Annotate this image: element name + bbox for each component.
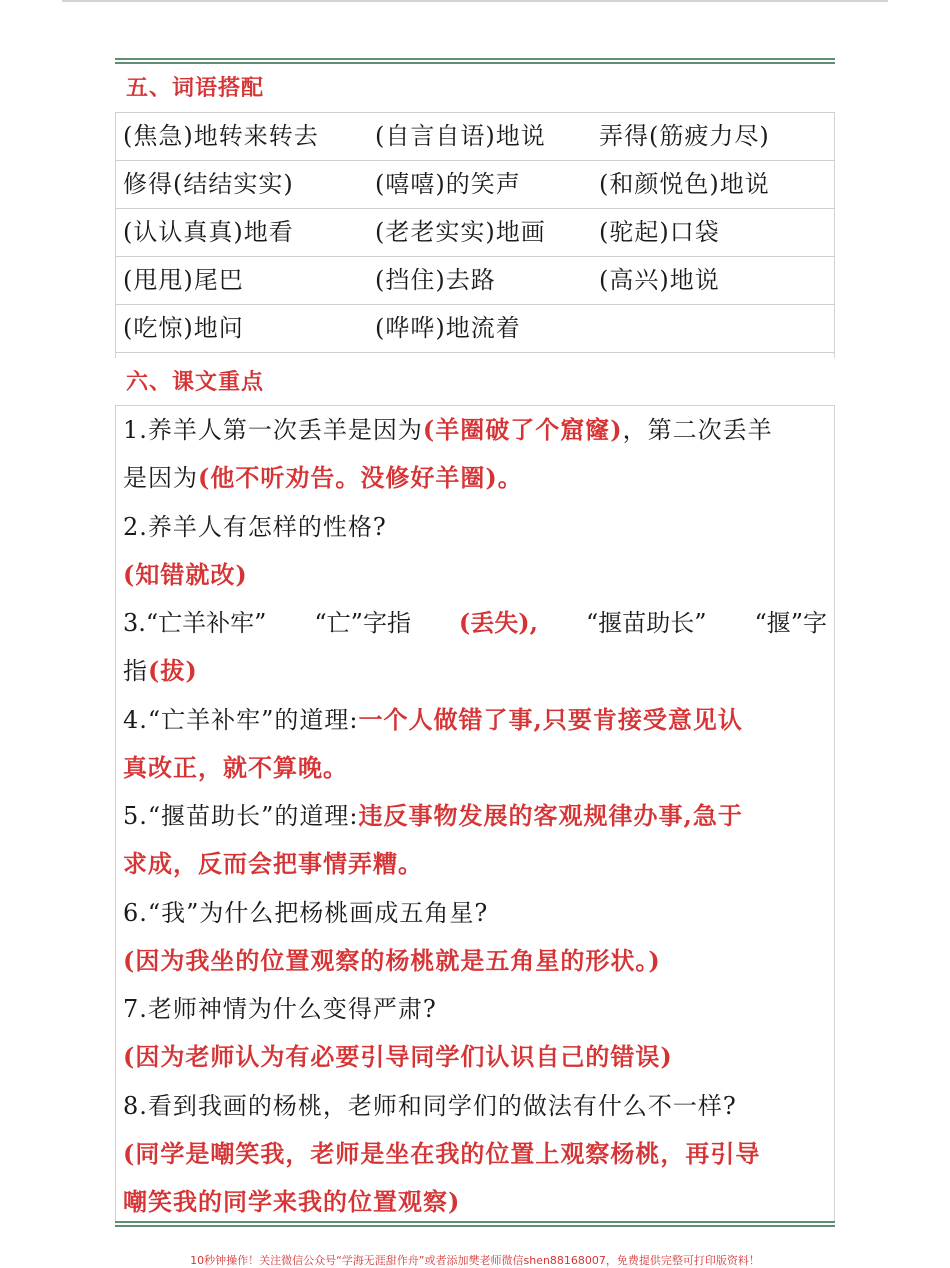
question-text: “揠苗助长” bbox=[585, 609, 707, 637]
answer-text: 一个人做错了事,只要肯接受意见认 bbox=[358, 704, 743, 734]
question-1-line-2 bbox=[123, 454, 827, 502]
key-points bbox=[123, 406, 827, 1226]
word-pair: (驼起)口袋 bbox=[599, 218, 720, 246]
footer-note: 10秒钟操作！关注微信公众号“学海无涯甜作舟”或者添加樊老师微信shen88168007，免费提供完整可打印版资料！ bbox=[190, 1254, 760, 1267]
answer-4-line-2: 真改正，就不算晚。 bbox=[123, 752, 348, 782]
word-pair: (吃惊)地问 bbox=[123, 314, 244, 342]
section5-title: 五、词语搭配 bbox=[115, 64, 835, 113]
grid-row bbox=[115, 161, 835, 209]
word-pair: (挡住)去路 bbox=[375, 266, 496, 294]
question-3-line-2 bbox=[123, 647, 827, 695]
question-7: 7.老师神情为什么变得严肃? bbox=[123, 995, 437, 1023]
grid-row bbox=[115, 113, 835, 161]
answer-text: 违反事物发展的客观规律办事,急于 bbox=[358, 801, 743, 830]
answer-8-line-1: (同学是嘲笑我，老师是坐在我的位置上观察杨桃，再引导 bbox=[123, 1138, 761, 1168]
question-3-line-1 bbox=[123, 599, 827, 647]
answer-7: (因为老师认为有必要引导同学们认识自己的错误) bbox=[123, 1042, 673, 1072]
answer-5-line-2: 求成，反而会把事情弄糟。 bbox=[123, 849, 423, 879]
word-pair: (甩甩)尾巴 bbox=[123, 266, 244, 294]
question-4-line-1 bbox=[123, 696, 827, 744]
answer-text: (丢失), bbox=[458, 608, 538, 637]
question-text: 是因为 bbox=[123, 464, 198, 493]
worksheet bbox=[115, 58, 835, 1228]
answer-text: (羊圈破了个窟窿) bbox=[422, 415, 623, 444]
grid-row bbox=[115, 305, 835, 353]
question-6: 6.“我”为什么把杨桃画成五角星? bbox=[123, 898, 489, 927]
question-number: 3. bbox=[123, 609, 146, 637]
question-text: ，第二次丢羊 bbox=[622, 416, 773, 444]
word-pair: 弄得(筋疲力尽) bbox=[599, 122, 770, 150]
answer-6: (因为我坐的位置观察的杨桃就是五角星的形状。) bbox=[123, 945, 661, 975]
word-pair: (和颜悦色)地说 bbox=[599, 170, 770, 198]
question-1-line-1 bbox=[123, 406, 827, 454]
grid-row bbox=[115, 257, 835, 305]
top-rule bbox=[62, 0, 888, 2]
word-pair: (自言自语)地说 bbox=[375, 122, 546, 150]
question-text: “亡羊补牢” bbox=[145, 609, 267, 637]
answer-text: (他不听劝告。没修好羊圈)。 bbox=[198, 463, 523, 493]
word-pair: (高兴)地说 bbox=[599, 266, 720, 294]
word-pair: (认认真真)地看 bbox=[123, 218, 294, 246]
question-text: “亡”字指 bbox=[314, 609, 411, 637]
bottom-border bbox=[115, 1221, 835, 1227]
question-8: 8.看到我画的杨桃，老师和同学们的做法有什么不一样? bbox=[123, 1091, 737, 1120]
answer-2: (知错就改) bbox=[123, 559, 248, 589]
question-text bbox=[123, 599, 266, 647]
question-text: 4.“亡羊补牢”的道理: bbox=[123, 705, 359, 734]
question-text: 1.养羊人第一次丢羊是因为 bbox=[123, 416, 423, 444]
word-pair: (焦急)地转来转去 bbox=[123, 122, 319, 150]
answer-8-line-2: 嘲笑我的同学来我的位置观察) bbox=[123, 1187, 461, 1216]
section6-title: 六、课文重点 bbox=[115, 358, 835, 406]
question-text: 指 bbox=[123, 657, 148, 686]
question-text: “揠”字 bbox=[754, 609, 827, 637]
answer-text: (拔) bbox=[148, 656, 198, 686]
word-pair-grid bbox=[115, 113, 835, 353]
word-pair: (老老实实)地画 bbox=[375, 218, 546, 246]
word-pair: 修得(结结实实) bbox=[123, 170, 294, 198]
question-2: 2.养羊人有怎样的性格? bbox=[123, 512, 387, 541]
word-pair: (哗哗)地流着 bbox=[375, 314, 521, 342]
word-pair: (嘻嘻)的笑声 bbox=[375, 170, 521, 198]
grid-row bbox=[115, 209, 835, 257]
question-5-line-1 bbox=[123, 792, 827, 840]
question-text: 5.“揠苗助长”的道理: bbox=[123, 802, 359, 830]
